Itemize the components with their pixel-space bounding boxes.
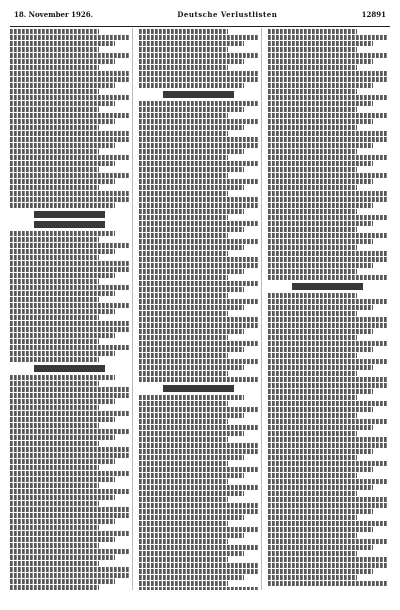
text-line xyxy=(268,29,357,34)
text-line xyxy=(139,569,258,574)
text-line xyxy=(139,527,258,532)
text-line xyxy=(268,497,387,502)
text-line xyxy=(139,185,244,190)
text-line xyxy=(10,573,129,578)
text-line xyxy=(10,35,129,40)
text-line xyxy=(10,29,99,34)
text-line xyxy=(268,149,357,154)
text-line xyxy=(268,335,357,340)
text-line xyxy=(268,515,357,520)
text-line xyxy=(10,249,115,254)
text-line xyxy=(268,251,387,256)
text-line xyxy=(10,71,129,76)
text-line xyxy=(139,473,244,478)
text-line xyxy=(10,161,115,166)
text-line xyxy=(10,417,115,422)
text-line xyxy=(139,59,244,64)
text-line xyxy=(139,209,244,214)
text-line xyxy=(139,53,258,58)
text-line xyxy=(10,303,129,308)
text-line xyxy=(268,317,387,322)
text-line xyxy=(10,393,129,398)
text-line xyxy=(139,137,258,142)
text-line xyxy=(139,233,228,238)
section-heading xyxy=(292,283,363,290)
text-line xyxy=(268,455,357,460)
text-line xyxy=(10,375,115,380)
text-line xyxy=(139,287,244,292)
text-line xyxy=(10,77,129,82)
text-line xyxy=(268,95,387,100)
text-line xyxy=(268,479,387,484)
text-line xyxy=(139,395,244,400)
text-line xyxy=(268,533,357,538)
text-line xyxy=(10,155,129,160)
text-line xyxy=(10,143,115,148)
text-line xyxy=(10,95,129,100)
text-line xyxy=(139,263,258,268)
text-line xyxy=(10,567,129,572)
page-header xyxy=(10,10,390,27)
text-line xyxy=(10,53,129,58)
text-line xyxy=(139,365,244,370)
text-line xyxy=(139,155,228,160)
text-line xyxy=(139,539,228,544)
text-line xyxy=(268,53,387,58)
text-line xyxy=(10,267,129,272)
text-line xyxy=(10,59,115,64)
text-line xyxy=(139,557,228,562)
text-line xyxy=(268,239,373,244)
text-line xyxy=(268,179,373,184)
text-line xyxy=(10,297,99,302)
text-line xyxy=(10,399,115,404)
text-line xyxy=(10,173,129,178)
text-line xyxy=(139,281,258,286)
text-line xyxy=(10,333,115,338)
text-line xyxy=(10,101,115,106)
text-line xyxy=(268,551,357,556)
text-line xyxy=(268,389,373,394)
text-line xyxy=(139,377,258,382)
text-line xyxy=(139,119,258,124)
text-line xyxy=(139,77,258,82)
text-line xyxy=(268,125,357,130)
text-line xyxy=(139,317,258,322)
text-line xyxy=(268,173,387,178)
text-line xyxy=(268,557,387,562)
text-line xyxy=(268,47,357,52)
text-line xyxy=(139,407,258,412)
text-line xyxy=(10,41,115,46)
text-line xyxy=(10,537,115,542)
text-line xyxy=(139,401,228,406)
text-line xyxy=(139,347,244,352)
text-line xyxy=(268,161,373,166)
text-line xyxy=(10,149,99,154)
text-line xyxy=(139,293,228,298)
text-line xyxy=(139,191,228,196)
text-line xyxy=(10,489,129,494)
text-line xyxy=(268,419,387,424)
text-line xyxy=(268,275,387,280)
text-line xyxy=(10,525,99,530)
text-line xyxy=(268,575,357,580)
text-line xyxy=(268,581,387,586)
text-line xyxy=(268,131,387,136)
text-line xyxy=(10,231,115,236)
text-line xyxy=(139,551,244,556)
text-line xyxy=(139,521,228,526)
section-heading xyxy=(34,211,105,218)
text-line xyxy=(268,269,357,274)
text-line xyxy=(10,345,129,350)
text-line xyxy=(10,113,129,118)
text-line xyxy=(139,311,228,316)
text-line xyxy=(139,83,244,88)
text-line xyxy=(10,465,99,470)
text-line xyxy=(268,59,373,64)
text-line xyxy=(139,35,258,40)
text-line xyxy=(139,341,258,346)
text-line xyxy=(10,579,115,584)
text-line xyxy=(268,191,387,196)
text-line xyxy=(139,545,258,550)
text-line xyxy=(10,357,99,362)
text-line xyxy=(139,71,258,76)
text-line xyxy=(139,329,244,334)
text-line xyxy=(139,587,258,590)
text-line xyxy=(268,155,387,160)
text-line xyxy=(139,563,258,568)
text-line xyxy=(139,173,228,178)
text-line xyxy=(268,185,357,190)
text-line xyxy=(139,65,228,70)
text-line xyxy=(139,107,244,112)
text-line xyxy=(268,347,373,352)
text-line xyxy=(139,515,244,520)
text-line xyxy=(268,563,387,568)
text-line xyxy=(139,125,244,130)
text-line xyxy=(10,585,99,590)
text-line xyxy=(268,209,357,214)
text-line xyxy=(139,575,244,580)
text-line xyxy=(268,569,373,574)
text-line xyxy=(10,411,129,416)
text-line xyxy=(10,137,129,142)
text-line xyxy=(268,71,387,76)
text-line xyxy=(10,351,115,356)
text-line xyxy=(268,461,387,466)
text-line xyxy=(139,197,258,202)
text-line xyxy=(10,261,129,266)
text-line xyxy=(10,453,129,458)
text-line xyxy=(268,491,357,496)
text-line xyxy=(139,143,258,148)
text-line xyxy=(139,425,258,430)
text-line xyxy=(139,449,258,454)
text-line xyxy=(139,257,258,262)
text-line xyxy=(10,387,129,392)
text-line xyxy=(139,47,228,52)
text-line xyxy=(139,41,244,46)
text-line xyxy=(268,215,387,220)
text-line xyxy=(268,425,373,430)
text-line xyxy=(139,413,244,418)
text-line xyxy=(268,503,387,508)
text-line xyxy=(139,419,228,424)
text-line xyxy=(139,353,228,358)
text-line xyxy=(10,339,99,344)
text-line xyxy=(10,285,129,290)
text-line xyxy=(10,429,129,434)
text-line xyxy=(268,305,373,310)
text-line xyxy=(139,431,244,436)
text-line xyxy=(139,269,244,274)
text-line xyxy=(268,197,387,202)
text-line xyxy=(139,581,228,586)
header-date: 18. November 1926. xyxy=(14,10,94,19)
text-line xyxy=(139,299,258,304)
text-line xyxy=(139,485,258,490)
text-line xyxy=(10,107,99,112)
text-line xyxy=(10,423,99,428)
text-line xyxy=(268,377,387,382)
text-line xyxy=(10,471,129,476)
text-line xyxy=(268,365,373,370)
text-line xyxy=(268,263,373,268)
text-line xyxy=(10,125,99,130)
text-line xyxy=(10,549,129,554)
text-line xyxy=(139,455,244,460)
text-line xyxy=(268,101,373,106)
text-line xyxy=(268,539,387,544)
text-line xyxy=(139,179,258,184)
text-line xyxy=(268,203,373,208)
header-title: Deutsche Verlustlisten xyxy=(177,10,278,19)
text-line xyxy=(139,245,244,250)
text-line xyxy=(10,321,129,326)
text-line xyxy=(10,501,99,506)
text-line xyxy=(139,113,228,118)
text-line xyxy=(268,245,357,250)
text-line xyxy=(268,467,373,472)
text-line xyxy=(268,521,387,526)
text-line xyxy=(268,299,387,304)
text-line xyxy=(139,497,228,502)
text-line xyxy=(10,435,115,440)
text-line xyxy=(268,107,357,112)
text-line xyxy=(139,491,244,496)
text-line xyxy=(268,41,373,46)
text-line xyxy=(10,131,129,136)
text-line xyxy=(10,179,115,184)
text-line xyxy=(268,77,387,82)
text-line xyxy=(268,371,357,376)
text-line xyxy=(139,479,228,484)
section-heading xyxy=(163,91,234,98)
section-heading xyxy=(34,221,105,228)
text-line xyxy=(268,221,373,226)
text-line xyxy=(10,279,99,284)
text-line xyxy=(10,237,99,242)
text-line xyxy=(10,381,99,386)
text-line xyxy=(268,137,387,142)
text-line xyxy=(268,323,387,328)
text-line xyxy=(268,233,387,238)
text-line xyxy=(139,359,258,364)
text-line xyxy=(139,161,258,166)
text-line xyxy=(268,293,357,298)
text-line xyxy=(10,543,99,548)
text-line xyxy=(268,383,387,388)
text-line xyxy=(268,89,357,94)
text-line xyxy=(268,485,373,490)
text-line xyxy=(10,315,99,320)
text-line xyxy=(139,239,258,244)
text-line xyxy=(268,65,357,70)
text-line xyxy=(268,329,373,334)
text-line xyxy=(10,441,99,446)
text-line xyxy=(268,413,357,418)
text-line xyxy=(10,309,115,314)
text-line xyxy=(268,113,387,118)
text-line xyxy=(10,459,115,464)
section-heading xyxy=(163,385,234,392)
text-line xyxy=(268,443,387,448)
text-line xyxy=(268,527,373,532)
text-line xyxy=(139,251,228,256)
text-line xyxy=(10,243,129,248)
text-line xyxy=(268,431,357,436)
text-line xyxy=(268,509,373,514)
text-line xyxy=(268,119,373,124)
text-line xyxy=(10,507,129,512)
text-line xyxy=(10,119,115,124)
text-line xyxy=(10,65,99,70)
text-line xyxy=(10,89,99,94)
text-line xyxy=(268,353,357,358)
text-line xyxy=(10,255,99,260)
text-line xyxy=(268,449,373,454)
text-line xyxy=(139,101,258,106)
text-line xyxy=(139,503,258,508)
text-line xyxy=(268,401,387,406)
text-line xyxy=(268,359,387,364)
text-line xyxy=(10,531,129,536)
text-line xyxy=(10,291,115,296)
text-line xyxy=(10,513,129,518)
text-line xyxy=(10,47,99,52)
text-line xyxy=(268,395,357,400)
section-heading xyxy=(34,365,105,372)
text-line xyxy=(268,167,357,172)
text-line xyxy=(139,227,244,232)
text-line xyxy=(10,495,115,500)
text-line xyxy=(139,149,244,154)
text-line xyxy=(268,407,373,412)
text-line xyxy=(10,197,129,202)
text-line xyxy=(10,405,99,410)
text-line xyxy=(268,83,373,88)
text-line xyxy=(139,443,258,448)
text-line xyxy=(10,203,115,208)
text-line xyxy=(139,305,244,310)
text-line xyxy=(268,35,387,40)
text-line xyxy=(10,561,99,566)
text-line xyxy=(268,311,357,316)
text-line xyxy=(139,215,228,220)
column-1 xyxy=(10,28,133,590)
text-line xyxy=(139,221,258,226)
text-line xyxy=(268,341,387,346)
text-line xyxy=(139,461,228,466)
text-line xyxy=(139,533,244,538)
text-line xyxy=(139,203,258,208)
page xyxy=(10,10,390,590)
text-line xyxy=(268,143,373,148)
text-line xyxy=(10,447,129,452)
text-line xyxy=(268,257,387,262)
text-line xyxy=(10,191,129,196)
text-line xyxy=(139,509,258,514)
text-line xyxy=(10,83,115,88)
text-line xyxy=(139,437,228,442)
text-line xyxy=(139,371,228,376)
text-line xyxy=(10,167,99,172)
text-line xyxy=(10,327,129,332)
column-3 xyxy=(268,28,390,590)
text-line xyxy=(268,437,387,442)
text-line xyxy=(139,467,258,472)
text-line xyxy=(139,167,244,172)
text-line xyxy=(139,323,258,328)
text-line xyxy=(10,185,99,190)
text-line xyxy=(139,275,228,280)
column-2 xyxy=(139,28,262,590)
text-line xyxy=(268,473,357,478)
text-line xyxy=(10,483,99,488)
text-line xyxy=(10,519,115,524)
text-line xyxy=(268,227,357,232)
columns xyxy=(10,28,390,590)
text-line xyxy=(10,555,115,560)
text-line xyxy=(139,335,228,340)
text-line xyxy=(10,273,115,278)
text-line xyxy=(139,29,228,34)
text-line xyxy=(10,477,115,482)
header-page-number: 12891 xyxy=(361,10,386,19)
text-line xyxy=(139,131,228,136)
text-line xyxy=(268,545,373,550)
